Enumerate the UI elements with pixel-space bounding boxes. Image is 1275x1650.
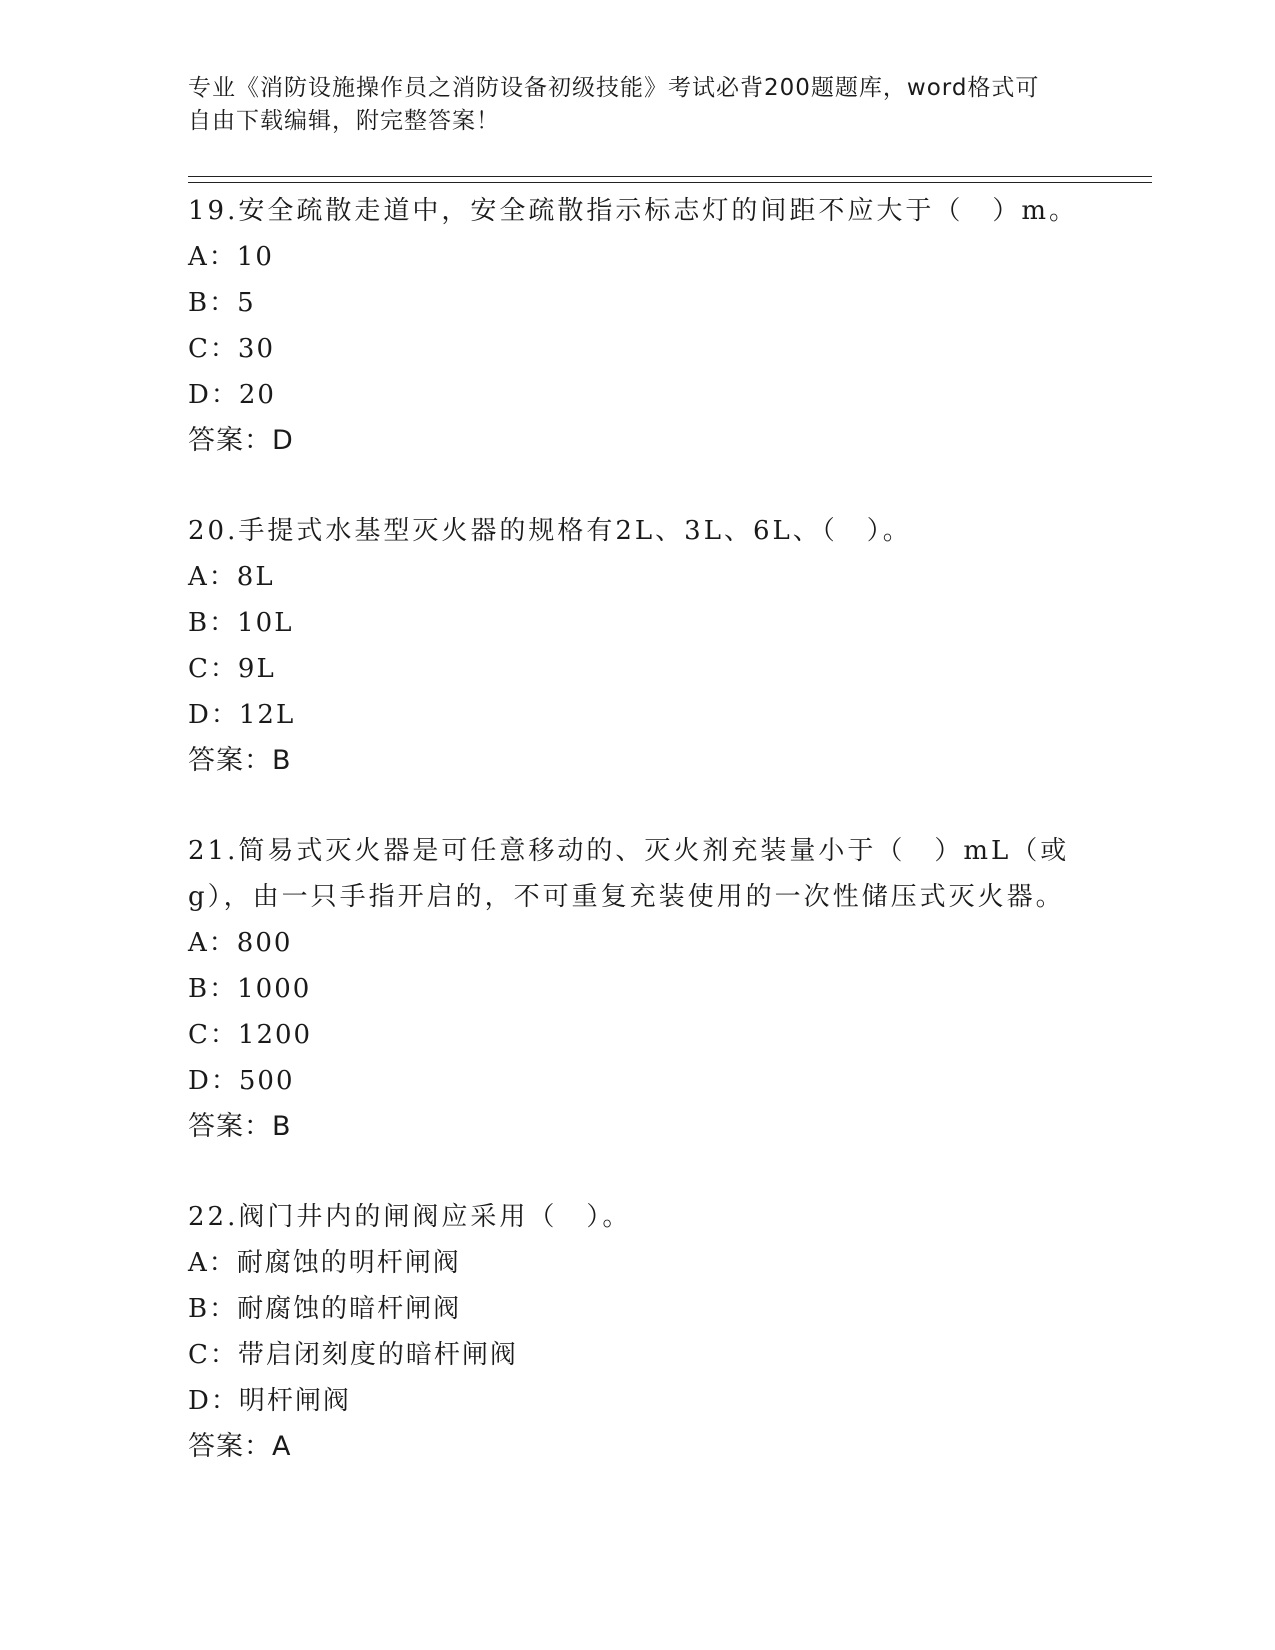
option-letter: A： <box>188 928 237 958</box>
question-19 <box>188 188 1088 464</box>
header-divider-bottom <box>188 182 1152 183</box>
answer-line: 答案：A <box>188 1431 292 1462</box>
option-text: 耐腐蚀的明杆闸阀 <box>236 1248 461 1278</box>
option-text: 30 <box>237 334 275 364</box>
option-letter: D： <box>188 1386 239 1416</box>
option-b <box>188 280 1088 326</box>
header-line-2: 自由下载编辑，附完整答案！ <box>188 108 500 134</box>
option-letter: C： <box>188 1020 238 1050</box>
option-letter: D： <box>188 1066 239 1096</box>
answer-line: 答案：B <box>188 745 292 776</box>
option-letter: C： <box>188 1340 238 1370</box>
option-text: 12L <box>238 700 296 730</box>
option-text: 1200 <box>237 1020 313 1050</box>
option-d <box>188 1378 1088 1424</box>
document-header <box>188 72 1088 138</box>
option-b <box>188 600 1088 646</box>
option-letter: B： <box>188 974 238 1004</box>
option-text: 20 <box>238 380 276 410</box>
option-letter: A： <box>188 562 237 592</box>
option-text: 8L <box>236 562 275 592</box>
option-letter: C： <box>188 334 238 364</box>
option-letter: B： <box>188 608 238 638</box>
answer-line: 答案：B <box>188 1111 292 1142</box>
spacer <box>188 464 1088 508</box>
option-text: 耐腐蚀的暗杆闸阀 <box>237 1294 462 1324</box>
option-a <box>188 234 1088 280</box>
option-a <box>188 554 1088 600</box>
option-b <box>188 966 1088 1012</box>
spacer <box>188 1150 1088 1194</box>
option-c <box>188 1332 1088 1378</box>
option-a <box>188 920 1088 966</box>
option-text: 800 <box>236 928 293 958</box>
option-b <box>188 1286 1088 1332</box>
question-stem: 19.安全疏散走道中，安全疏散指示标志灯的间距不应大于（ ）m。 <box>188 196 1079 226</box>
option-a <box>188 1240 1088 1286</box>
option-text: 带启闭刻度的暗杆闸阀 <box>237 1340 518 1370</box>
header-divider-top <box>188 176 1152 177</box>
option-letter: D： <box>188 700 239 730</box>
option-text: 1000 <box>237 974 312 1004</box>
option-letter: B： <box>188 1294 238 1324</box>
question-21 <box>188 828 1088 1150</box>
option-d <box>188 372 1088 418</box>
option-c <box>188 646 1088 692</box>
option-text: 10 <box>236 242 274 272</box>
option-text: 5 <box>237 288 256 318</box>
question-stem: 21.简易式灭火器是可任意移动的、灭火剂充装量小于（ ）mL（或g），由一只手指开启的，不可重复充装使用的一次性储压式灭火器。 <box>188 836 1070 912</box>
option-letter: A： <box>188 1248 237 1278</box>
question-stem: 22.阀门井内的闸阀应采用（ ）。 <box>188 1202 632 1232</box>
question-list <box>188 188 1088 1470</box>
option-text: 10L <box>237 608 294 638</box>
option-d <box>188 1058 1088 1104</box>
answer-line: 答案：D <box>188 425 294 456</box>
question-22 <box>188 1194 1088 1470</box>
option-d <box>188 692 1088 738</box>
header-line-1: 专业《消防设施操作员之消防设备初级技能》考试必背200题题库，word格式可 <box>188 75 1040 101</box>
option-text: 9L <box>237 654 276 684</box>
question-20 <box>188 508 1088 784</box>
option-c <box>188 326 1088 372</box>
option-letter: C： <box>188 654 238 684</box>
spacer <box>188 784 1088 828</box>
option-text: 500 <box>238 1066 295 1096</box>
option-text: 明杆闸阀 <box>238 1386 351 1416</box>
option-letter: B： <box>188 288 238 318</box>
option-letter: A： <box>188 242 237 272</box>
option-letter: D： <box>188 380 239 410</box>
option-c <box>188 1012 1088 1058</box>
question-stem: 20.手提式水基型灭火器的规格有2L、3L、6L、（ ）。 <box>188 516 912 546</box>
